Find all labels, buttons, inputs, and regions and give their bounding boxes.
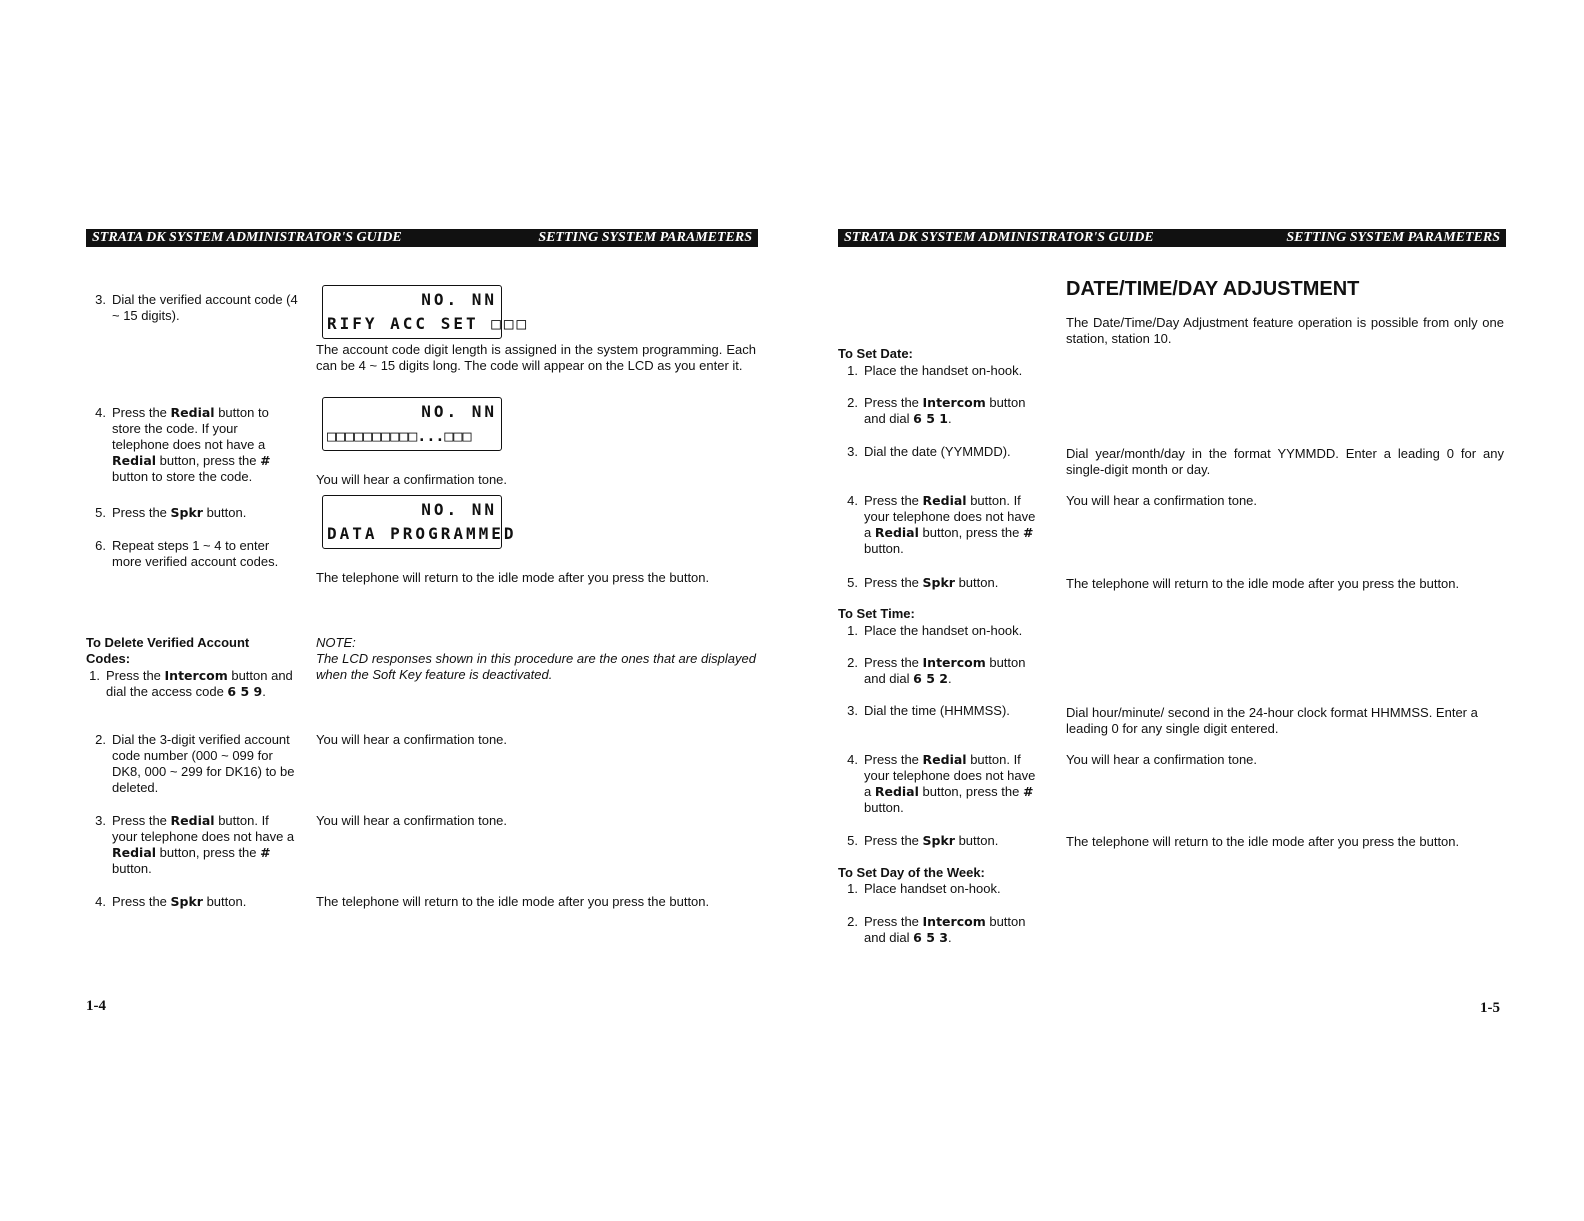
step-text: Press the Redial button. If your telephone does not have a Redial button, press the # button. [864,752,1036,815]
lcd-line-2: □□□□□□□□□□...□□□ [327,427,472,445]
step-number: 3. [847,703,858,718]
step-text: Press the Intercom button and dial 6 5 2. [864,655,1026,686]
step-number: 2. [847,395,858,410]
set-time-step-4-description: You will hear a confirmation tone. [1066,752,1258,767]
set-date-step-3-description: Dial year/month/day in the format YYMMDD. Enter a leading 0 for any single-digit month or day. [1066,446,1504,477]
step-number: 4. [847,752,858,767]
step-number: 4. [95,894,106,909]
step-text: Press the Intercom button and dial 6 5 1. [864,395,1026,426]
delete-step-2-description: You will hear a confirmation tone. [316,732,508,747]
step-text: Place the handset on-hook. [864,363,1023,378]
step-text: Press the Intercom button and dial the access code 6 5 9. [106,668,293,699]
step-number: 5. [847,833,858,848]
set-date-heading: To Set Date: [838,346,913,361]
step-text: Dial the 3-digit verified account code number (000 ~ 099 for DK8, 000 ~ 299 for DK16) to be deleted. [112,732,295,795]
lcd-display-2 [322,397,502,451]
lcd2-description: You will hear a confirmation tone. [316,472,508,487]
lcd-display-1 [322,285,530,339]
step-text: Place handset on-hook. [864,881,1001,896]
left-header-section: SETTING SYSTEM PARAMETERS [538,230,752,245]
delete-step-3-description: You will hear a confirmation tone. [316,813,508,828]
step-text: Place the handset on-hook. [864,623,1023,638]
step-number: 3. [95,813,106,828]
step-number: 2. [847,655,858,670]
step-text: Press the Spkr button. [864,833,999,848]
set-time-step-3-description: Dial hour/minute/ second in the 24-hour clock format HHMMSS. Enter a leading 0 for any single digit entered. [1066,705,1478,736]
set-date-step-5-description: The telephone will return to the idle mode after you press the button. [1066,576,1460,591]
step-text: Dial the time (HHMMSS). [864,703,1010,718]
delete-codes-heading: To Delete Verified Account Codes: [86,635,250,666]
step-number: 1. [847,623,858,638]
step-number: 1. [847,881,858,896]
step-text: Repeat steps 1 ~ 4 to enter more verified account codes. [112,538,279,569]
step-number: 1. [847,363,858,378]
step-number: 5. [95,505,106,520]
delete-step-4-description: The telephone will return to the idle mode after you press the button. [316,894,710,909]
step-text: Press the Spkr button. [112,505,247,520]
left-header-title: STRATA DK SYSTEM ADMINISTRATOR'S GUIDE [92,230,402,245]
step-text: Press the Spkr button. [112,894,247,909]
right-page-number: 1-5 [1480,1000,1500,1016]
right-header-section: SETTING SYSTEM PARAMETERS [1286,230,1500,245]
left-header-bar [86,229,758,247]
step-number: 2. [95,732,106,747]
right-header-bar [838,229,1506,247]
section-intro: The Date/Time/Day Adjustment feature operation is possible from only one station, station 10. [1066,315,1504,346]
step-number: 4. [95,405,106,420]
step-text: Press the Spkr button. [864,575,999,590]
section-title: DATE/TIME/DAY ADJUSTMENT [1066,278,1360,300]
step-number: 3. [847,444,858,459]
step-text: Press the Redial button. If your telephone does not have a Redial button, press the # button. [864,493,1036,556]
step-number: 1. [89,668,100,683]
set-date-step-4-description: You will hear a confirmation tone. [1066,493,1258,508]
lcd-display-3 [322,495,517,549]
set-time-step-5-description: The telephone will return to the idle mode after you press the button. [1066,834,1460,849]
lcd-line-1: NO. NN [421,500,497,519]
lcd-line-1: NO. NN [421,290,497,309]
step-number: 5. [847,575,858,590]
lcd3-description: The telephone will return to the idle mode after you press the button. [316,570,710,585]
step-text: Press the Redial button. If your telephone does not have a Redial button, press the # button. [112,813,295,876]
lcd-line-2: RIFY ACC SET □□□ [327,314,530,333]
step-number: 3. [95,292,106,307]
lcd1-description: The account code digit length is assigned in the system programming. Each can be 4 ~ 15 digits long. The code will appear on the LCD as you enter it. [316,342,756,373]
note-text: The LCD responses shown in this procedure are the ones that are displayed when the Soft Key feature is deactivated. [316,651,756,682]
step-text: Dial the verified account code (4 ~ 15 digits). [112,292,298,323]
lcd-line-1: NO. NN [421,402,497,421]
step-number: 2. [847,914,858,929]
step-number: 4. [847,493,858,508]
note-label: NOTE: [316,635,356,650]
set-time-heading: To Set Time: [838,606,915,621]
set-day-heading: To Set Day of the Week: [838,865,985,880]
left-page-number: 1-4 [86,998,106,1014]
step-number: 6. [95,538,106,553]
step-text: Press the Intercom button and dial 6 5 3. [864,914,1026,945]
step-text: Dial the date (YYMMDD). [864,444,1011,459]
lcd-line-2: DATA PROGRAMMED [327,524,517,543]
right-header-title: STRATA DK SYSTEM ADMINISTRATOR'S GUIDE [844,230,1154,245]
step-text: Press the Redial button to store the code. If your telephone does not have a Redial button, press the # button to store the code. [112,405,271,484]
